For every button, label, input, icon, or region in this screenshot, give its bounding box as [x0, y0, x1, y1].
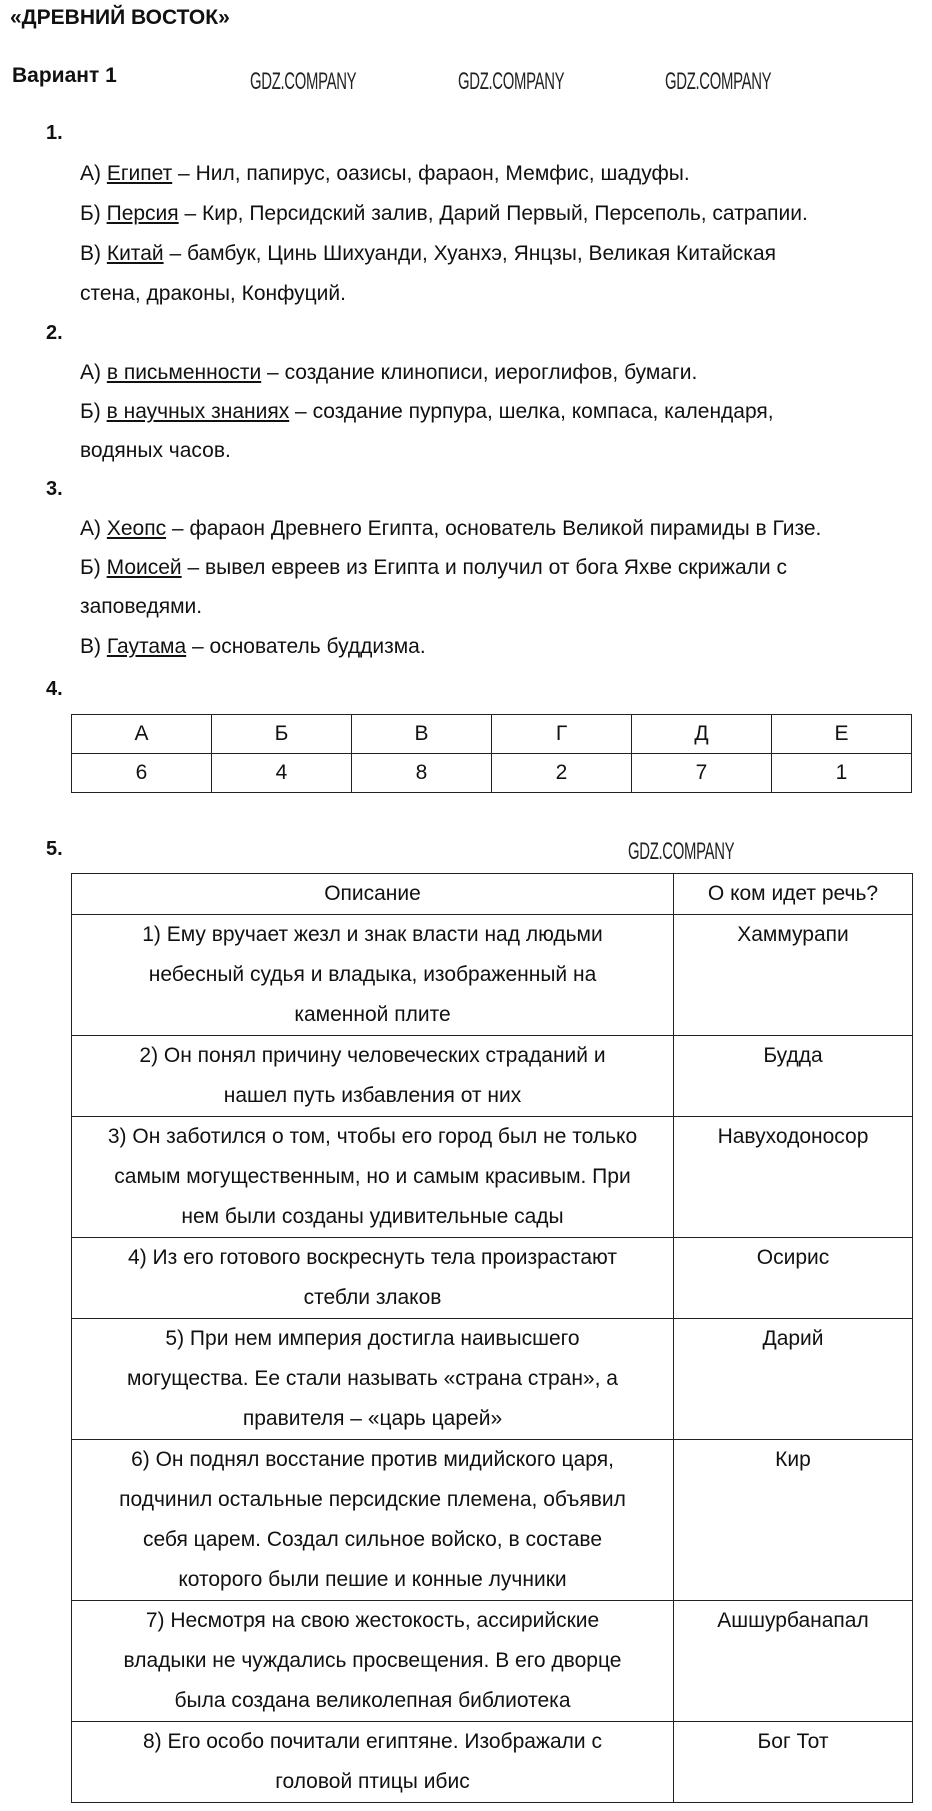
item-prefix: В) — [80, 635, 107, 658]
task-5-number: 5. — [46, 838, 63, 860]
item-text: – Нил, папирус, оазисы, фараон, Мемфис, шадуфы. — [172, 162, 690, 185]
item-term: Моисей — [106, 556, 182, 579]
description-cell — [72, 1117, 674, 1238]
answer-cell: Бог Тот — [674, 1722, 913, 1803]
task-1-continuation: стена, драконы, Конфуций. — [80, 282, 346, 305]
answer-cell: Дарий — [674, 1319, 913, 1440]
task-1-item-b — [80, 194, 808, 234]
description-line: 5) При нем империя достигла наивысшего — [165, 1327, 580, 1350]
description-line: 8) Его особо почитали египтяне. Изображали с — [143, 1730, 602, 1753]
answer-cell: Будда — [674, 1036, 913, 1117]
item-prefix: В) — [80, 242, 107, 265]
task-3-item-a — [80, 509, 821, 549]
task-3-item-b — [80, 548, 787, 588]
description-cell — [72, 915, 674, 1036]
description-cell — [72, 1601, 674, 1722]
table-row — [72, 1722, 913, 1803]
task-3-number: 3. — [46, 478, 63, 500]
table-row — [72, 1036, 913, 1117]
item-term: Персия — [106, 202, 179, 225]
task-2-item-a — [80, 353, 697, 393]
answer-cell: Ашшурбанапал — [674, 1601, 913, 1722]
item-term: Китай — [106, 242, 164, 265]
variant-heading: Вариант 1 — [12, 64, 117, 87]
task-3-continuation: заповедями. — [80, 595, 203, 618]
item-prefix: А) — [80, 162, 107, 185]
item-text: – создание клинописи, иероглифов, бумаги. — [261, 361, 698, 384]
item-prefix: А) — [80, 361, 107, 384]
task-5-table — [71, 873, 913, 1803]
task-4-table — [71, 714, 912, 793]
description-cell — [72, 1238, 674, 1319]
item-prefix: Б) — [80, 202, 107, 225]
table-cell: 1 — [772, 754, 912, 793]
description-line: 7) Несмотря на свою жестокость, ассирийские — [145, 1609, 600, 1632]
description-line: нашел путь избавления от них — [223, 1084, 522, 1107]
description-line: владыки не чуждались просвещения. В его дворце — [123, 1649, 622, 1672]
description-line: 6) Он поднял восстание против мидийского царя, — [131, 1448, 614, 1471]
table-cell: 2 — [492, 754, 632, 793]
table-header-cell: А — [72, 715, 212, 754]
task-1-item-a — [80, 154, 690, 194]
description-cell — [72, 1036, 674, 1117]
description-line: была создана великолепная библиотека — [174, 1689, 571, 1712]
table-cell: 7 — [632, 754, 772, 793]
item-term: Хеопс — [106, 517, 167, 540]
description-line: 1) Ему вручает жезл и знак власти над людьми — [142, 923, 603, 946]
description-line: 2) Он понял причину человеческих страданий и — [139, 1044, 606, 1067]
table-header-cell: Е — [772, 715, 912, 754]
description-line: небесный судья и владыка, изображенный на — [148, 963, 597, 986]
answer-cell: Кир — [674, 1440, 913, 1601]
table-header-description: Описание — [72, 874, 674, 915]
description-line: головой птицы ибис — [275, 1770, 470, 1793]
task-2-number: 2. — [46, 322, 63, 344]
description-cell — [72, 1722, 674, 1803]
table-row — [72, 1117, 913, 1238]
table-row — [72, 1238, 913, 1319]
table-row — [72, 915, 913, 1036]
item-text: – Кир, Персидский залив, Дарий Первый, Персеполь, сатрапии. — [178, 202, 808, 225]
description-line: которого были пешие и конные лучники — [178, 1568, 567, 1591]
table-row — [72, 1601, 913, 1722]
item-term: Египет — [106, 162, 173, 185]
item-text: – создание пурпура, шелка, компаса, календаря, — [289, 400, 774, 423]
description-line: 4) Из его готового воскреснуть тела произрастают — [128, 1246, 617, 1269]
description-line: нем были созданы удивительные сады — [181, 1205, 564, 1228]
watermark: GDZ.COMPANY — [665, 68, 772, 95]
table-header-answer: О ком идет речь? — [674, 874, 913, 915]
task-2-continuation: водяных часов. — [80, 439, 231, 462]
table-cell: 6 — [72, 754, 212, 793]
table-header-row — [72, 874, 913, 915]
table-row — [72, 754, 912, 793]
description-line: каменной плите — [294, 1003, 451, 1026]
item-text: – вывел евреев из Египта и получил от бога Яхве скрижали с — [181, 556, 787, 579]
table-header-cell: Г — [492, 715, 632, 754]
table-header-cell: Д — [632, 715, 772, 754]
table-row — [72, 1319, 913, 1440]
task-2-item-b — [80, 392, 774, 432]
description-line: могущества. Ее стали называть «страна стран», а — [127, 1367, 618, 1390]
description-line: себя царем. Создал сильное войско, в составе — [142, 1528, 603, 1551]
task-4-number: 4. — [46, 678, 63, 700]
description-line: 3) Он заботился о том, чтобы его город был не только — [107, 1125, 638, 1148]
item-term: Гаутама — [106, 635, 187, 658]
item-term: в письменности — [106, 361, 262, 384]
item-prefix: Б) — [80, 400, 107, 423]
item-text: – бамбук, Цинь Шихуанди, Хуанхэ, Янцзы, Великая Китайская — [163, 242, 776, 265]
task-1-number: 1. — [46, 122, 63, 144]
task-1-item-c — [80, 234, 776, 274]
table-row — [72, 1440, 913, 1601]
description-cell — [72, 1319, 674, 1440]
watermark: GDZ.COMPANY — [250, 68, 357, 95]
table-header-cell: В — [352, 715, 492, 754]
item-text: – фараон Древнего Египта, основатель Великой пирамиды в Гизе. — [166, 517, 822, 540]
description-cell — [72, 1440, 674, 1601]
table-header-cell: Б — [212, 715, 352, 754]
answer-cell: Хаммурапи — [674, 915, 913, 1036]
answer-cell: Осирис — [674, 1238, 913, 1319]
watermark: GDZ.COMPANY — [458, 68, 565, 95]
description-line: правителя – «царь царей» — [242, 1407, 503, 1430]
description-line: самым могущественным, но и самым красивым. При — [114, 1165, 631, 1188]
table-cell: 4 — [212, 754, 352, 793]
description-line: подчинил остальные персидские племена, объявил — [119, 1488, 626, 1511]
item-term: в научных знаниях — [106, 400, 290, 423]
item-prefix: А) — [80, 517, 107, 540]
item-text: – основатель буддизма. — [186, 635, 426, 658]
table-header-row — [72, 715, 912, 754]
watermark: GDZ.COMPANY — [628, 838, 735, 865]
answer-cell: Навуходоносор — [674, 1117, 913, 1238]
description-line: стебли злаков — [303, 1286, 442, 1309]
page-title: «ДРЕВНИЙ ВОСТОК» — [10, 6, 230, 29]
task-3-item-c — [80, 627, 426, 667]
table-cell: 8 — [352, 754, 492, 793]
item-prefix: Б) — [80, 556, 107, 579]
